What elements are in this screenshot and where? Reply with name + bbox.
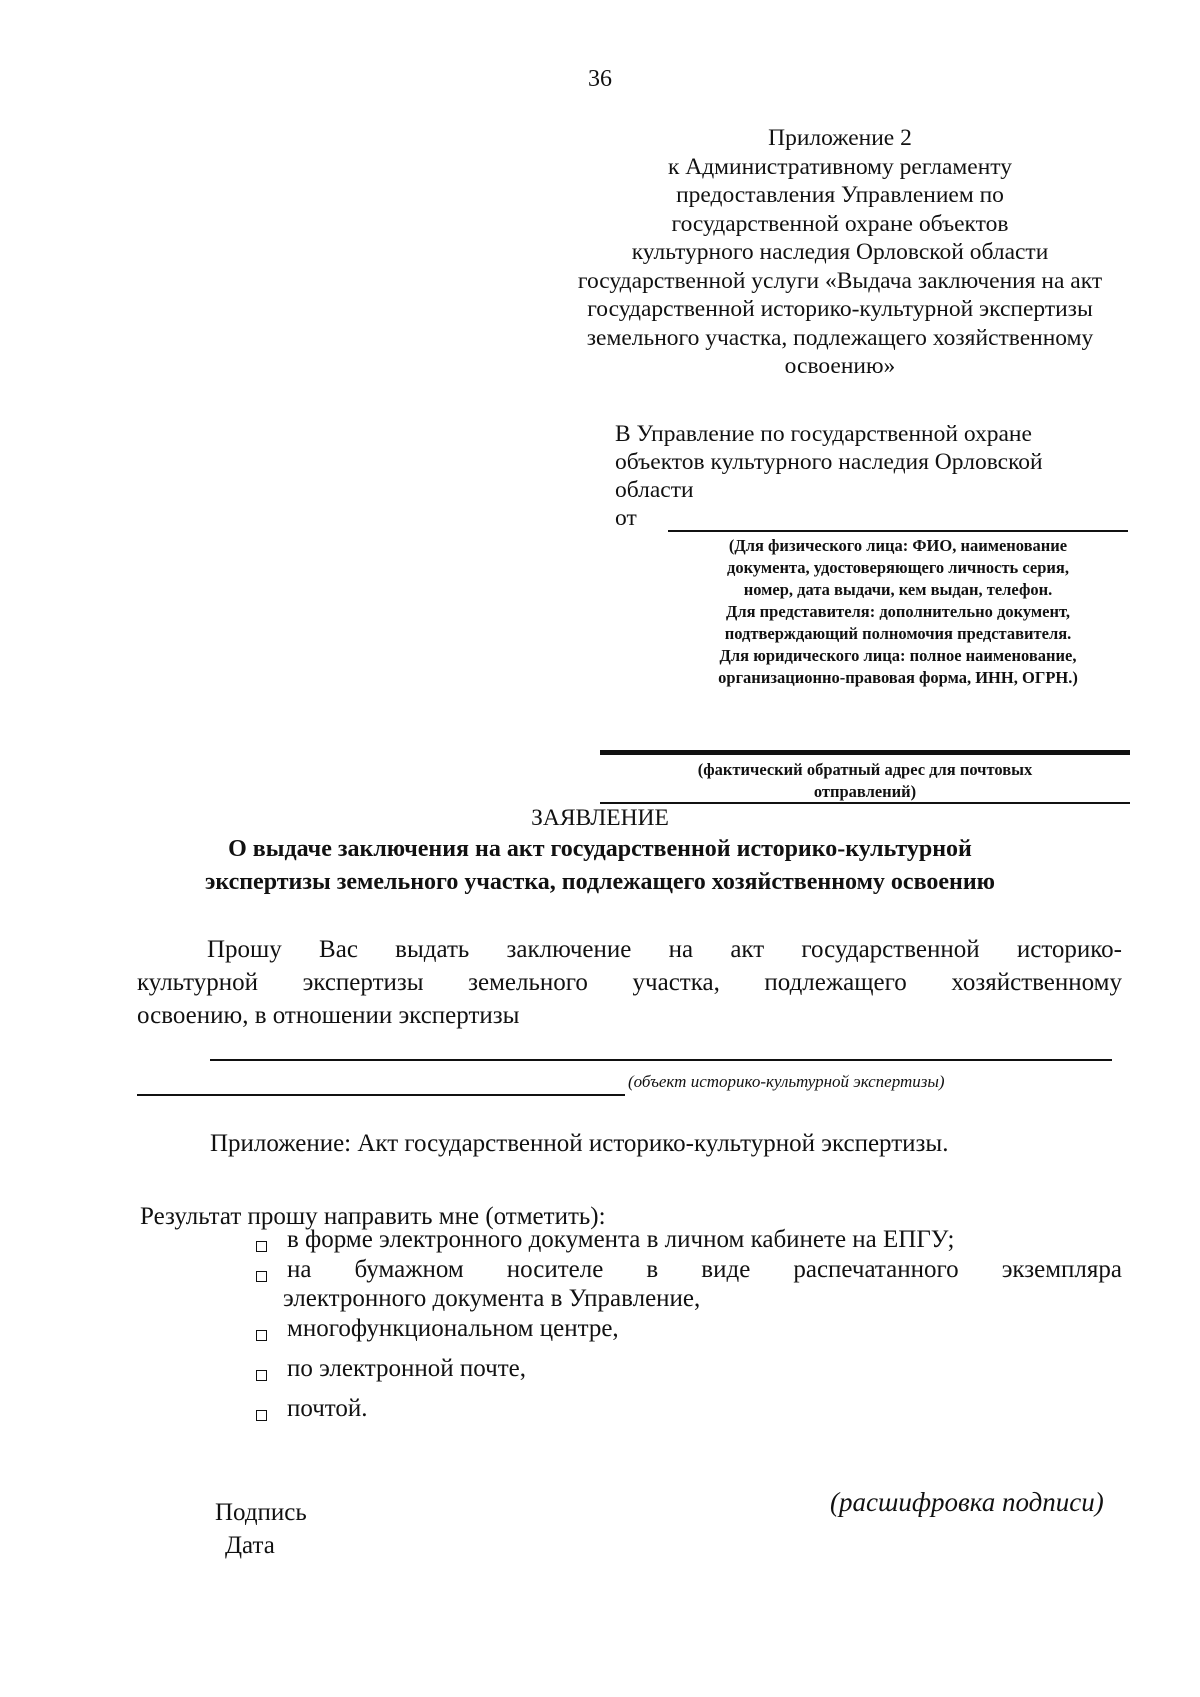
object-field-line-1[interactable] [210,1059,1112,1061]
appendix-line: культурного наследия Орловской области [631,239,1049,265]
appendix-line: предоставления Управлением по [676,182,1004,208]
appendix-line: государственной охране объектов [671,210,1009,237]
signature-label: Подпись [215,1499,307,1526]
appendix-line: государственной услуги «Выдача заключения на акт [577,267,1103,294]
appendix-line: освоению» [784,353,896,379]
attachment-text: Приложение: Акт государственной историко-культурной экспертизы. [210,1130,949,1157]
page-number: 36 [588,66,612,92]
option-mfc: многофункциональном центре, [287,1315,619,1342]
result-label: Результат прошу направить мне (отметить): [140,1203,606,1230]
appendix-header [560,124,1120,381]
address-field-line[interactable] [600,750,1130,755]
applicant-field-line[interactable] [668,530,1128,532]
addressee-line: В Управление по государственной охране [615,421,1032,447]
addressee-block [615,420,1043,504]
appendix-line: к Административному регламенту [667,153,1013,180]
object-caption: (объект историко-культурной экспертизы) [628,1072,945,1091]
checkbox-paper[interactable] [256,1271,267,1282]
date-label: Дата [225,1532,275,1559]
appendix-line: государственной историко-культурной экспертизы [587,296,1093,322]
document-title: ЗАЯВЛЕНИЕ [531,805,669,831]
document-subtitle: О выдаче заключения на акт государственной историко-культурной экспертизы земельного участка, подлежащего хозяйственному освоению [204,836,996,895]
option-epgu: в форме электронного документа в личном кабинете на ЕПГУ; [287,1226,955,1253]
option-paper: на бумажном носителе в виде распечатанного экземпляра [287,1256,1122,1283]
checkbox-post[interactable] [256,1410,267,1421]
appendix-line: земельного участка, подлежащего хозяйственному [586,324,1094,351]
appendix-line: Приложение 2 [768,125,912,151]
from-label: от [615,505,637,531]
checkbox-mfc[interactable] [256,1330,267,1341]
signature-decode-label: (расшифровка подписи) [830,1487,1104,1517]
option-email: по электронной почте, [287,1355,526,1382]
option-post: почтой. [287,1395,368,1422]
option-paper-continued: электронного документа в Управление, [283,1285,701,1312]
address-field-underline [600,802,1130,804]
addressee-line: объектов культурного наследия Орловской [615,449,1043,475]
request-paragraph: Прошу Вас выдать заключение на акт государственной историко- культурной экспертизы земельного участка, подлежащего хозяйственному освоению, в отношении экспертизы [137,936,1122,1029]
applicant-hint: (Для физического лица: ФИО, наименование документа, удостоверяющего личность серия, номер, дата выдачи, кем выдан, телефон. Для представителя: дополнительно документ, подтверждающий полномочия представителя. Для юридического лица: полное наименование, организационно-правовая форма, ИНН, ОГРН.) [718,536,1078,687]
address-hint: (фактический обратный адрес для почтовых отправлений) [697,760,1033,801]
object-field-line-2[interactable] [137,1094,625,1096]
addressee-line: области [615,477,694,503]
checkbox-email[interactable] [256,1370,267,1381]
checkbox-epgu[interactable] [256,1241,267,1252]
